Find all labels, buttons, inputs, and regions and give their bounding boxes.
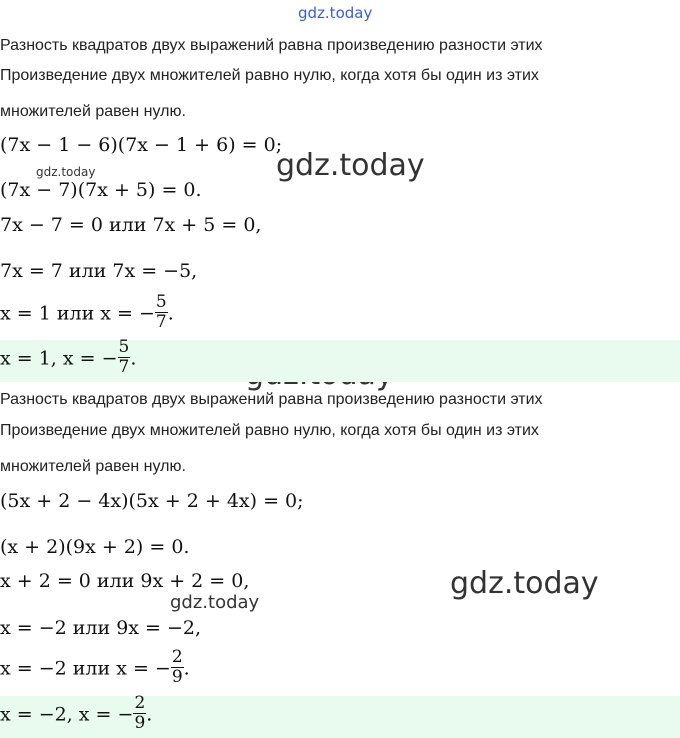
fraction-denominator: 9 [134,713,146,733]
equation-line: 7x = 7 или 7x = −5, [0,260,198,282]
watermark-small: gdz.today [36,165,96,179]
equation-line-fraction: x = −2 или x = − $\frac{2}{9}$ . [0,647,190,687]
fraction [133,695,146,732]
fraction [155,294,168,331]
answer-line: x = 1, x = − $\frac{5}{7}$ . [0,337,137,377]
fraction-numerator: 2 [171,647,183,667]
watermark-medium: gdz.today [170,592,260,613]
answer-prefix: x = 1, x = − [0,347,118,370]
equation-line: (x + 2)(9x + 2) = 0. [0,536,190,558]
explanation-text: Разность квадратов двух выражений равна произведению разности этих [0,391,543,408]
equation-line: (7x − 1 − 6)(7x − 1 + 6) = 0; [0,134,283,156]
watermark-large: gdz.today [276,148,425,183]
fraction-numerator: 5 [155,292,167,312]
answer-prefix: x = −2, x = − [0,703,134,726]
watermark-large: gdz.today [450,566,599,601]
fraction-numerator: 2 [134,693,146,713]
equation-line: x + 2 = 0 или 9x + 2 = 0, [0,570,250,592]
fraction-denominator: 7 [155,312,167,332]
equation-prefix: x = −2 или x = − [0,657,171,680]
fraction-denominator: 7 [118,357,130,377]
explanation-text: Разность квадратов двух выражений равна произведению разности этих [0,37,543,54]
fraction-denominator: 9 [171,667,183,687]
explanation-text: Произведение двух множителей равно нулю, когда хотя бы один из этих [0,67,539,84]
answer-line: x = −2, x = − $\frac{2}{9}$ . [0,693,153,733]
equation-line: (7x − 7)(7x + 5) = 0. [0,179,202,201]
equation-line-fraction: x = 1 или x = − $\frac{5}{7}$ . [0,292,174,332]
watermark-top: gdz.today [298,4,373,22]
fraction [171,649,184,686]
explanation-text: Произведение двух множителей равно нулю, когда хотя бы один из этих [0,422,539,439]
equation-prefix: x = 1 или x = − [0,302,155,325]
equation-line: (5x + 2 − 4x)(5x + 2 + 4x) = 0; [0,490,304,512]
equation-line: x = −2 или 9x = −2, [0,617,202,639]
explanation-text: множителей равен нулю. [0,458,186,475]
fraction-numerator: 5 [118,337,130,357]
explanation-text: множителей равен нулю. [0,103,186,120]
equation-line: 7x − 7 = 0 или 7x + 5 = 0, [0,214,262,236]
fraction [118,339,131,376]
